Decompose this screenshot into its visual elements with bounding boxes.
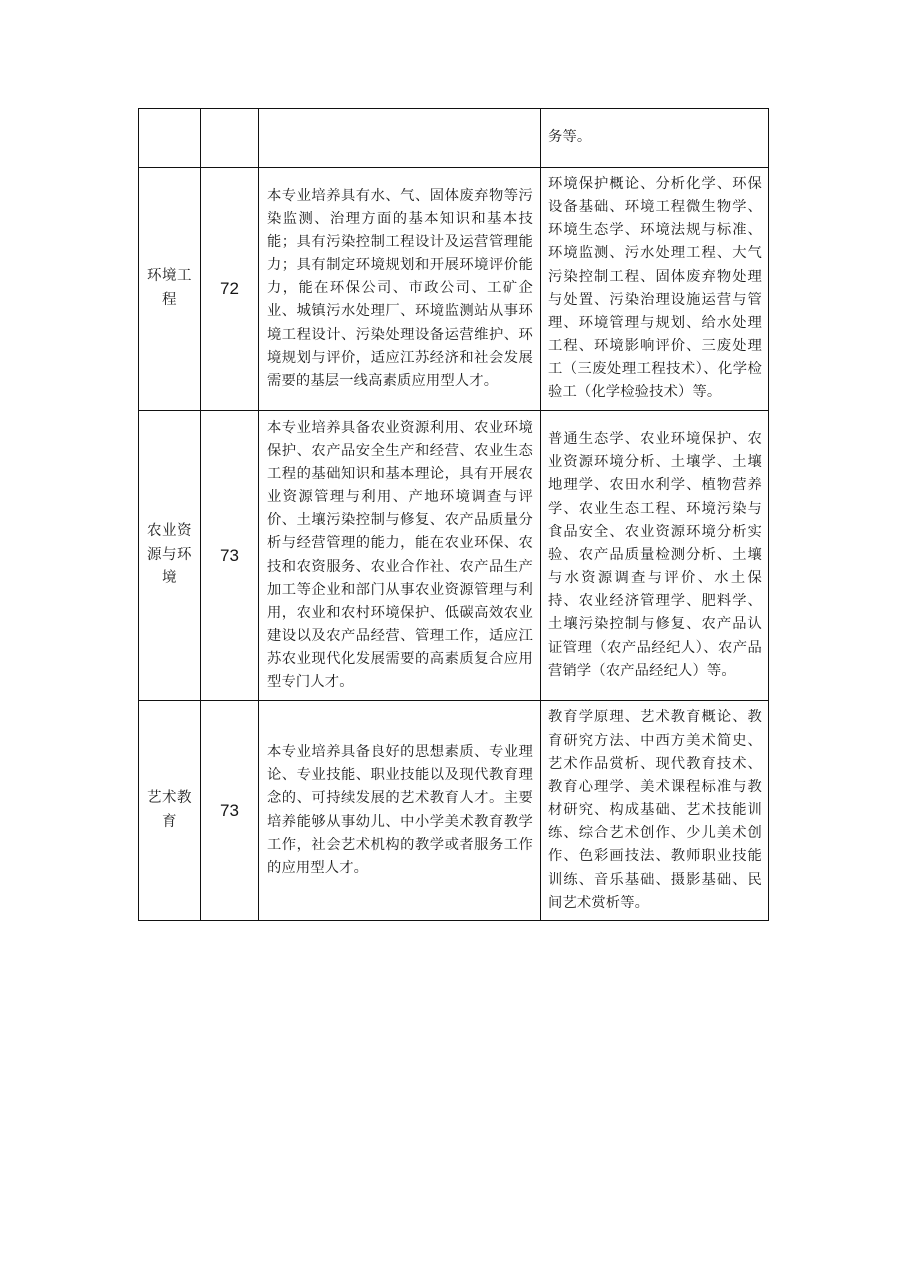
cell-major-code	[201, 109, 259, 168]
cell-training-objective: 本专业培养具备农业资源利用、农业环境保护、农产品安全生产和经营、农业生态工程的基础知识和基本理论，具有开展农业资源管理与利用、产地环境调查与评价、土壤污染控制与修复、农产品质量分析与经营管理的能力，能在农业环保、农技和农资服务、农业合作社、农产品生产加工等企业和部门从事农业资源管理与利用，农业和农村环境保护、低碳高效农业建设以及农产品经营、管理工作，适应江苏农业现代化发展需要的高素质复合应用型专门人才。	[259, 410, 541, 701]
table-row	[139, 701, 769, 920]
cell-core-courses: 环境保护概论、分析化学、环保设备基础、环境工程微生物学、环境生态学、环境法规与标准、环境监测、污水处理工程、大气污染控制工程、固体废弃物处理与处置、污染治理设施运营与管理、环境管理与规划、给水处理工程、环境影响评价、三废处理工（三废处理工程技术）、化学检验工（化学检验技术）等。	[541, 168, 769, 411]
cell-major-name: 环境工程	[139, 168, 201, 411]
cell-major-name: 艺术教育	[139, 701, 201, 920]
table-row	[139, 109, 769, 168]
cell-core-courses: 教育学原理、艺术教育概论、教育研究方法、中西方美术简史、艺术作品赏析、现代教育技术、教育心理学、美术课程标准与教材研究、构成基础、艺术技能训练、综合艺术创作、少儿美术创作、色彩画技法、教师职业技能训练、音乐基础、摄影基础、民间艺术赏析等。	[541, 701, 769, 920]
cell-major-code: 73	[201, 410, 259, 701]
cell-training-objective: 本专业培养具有水、气、固体废弃物等污染监测、治理方面的基本知识和基本技能；具有污染控制工程设计及运营管理能力；具有制定环境规划和开展环境评价能力，能在环保公司、市政公司、工矿企业、城镇污水处理厂、环境监测站从事环境工程设计、污染处理设备运营维护、环境规划与评价，适应江苏经济和社会发展需要的基层一线高素质应用型人才。	[259, 168, 541, 411]
table-row	[139, 410, 769, 701]
table-row	[139, 168, 769, 411]
majors-table	[138, 108, 769, 921]
cell-major-code: 73	[201, 701, 259, 920]
cell-training-objective	[259, 109, 541, 168]
cell-core-courses: 务等。	[541, 109, 769, 168]
cell-major-name	[139, 109, 201, 168]
cell-major-name: 农业资源与环境	[139, 410, 201, 701]
cell-major-code: 72	[201, 168, 259, 411]
cell-training-objective: 本专业培养具备良好的思想素质、专业理论、专业技能、职业技能以及现代教育理念的、可持续发展的艺术教育人才。主要培养能够从事幼儿、中小学美术教育教学工作，社会艺术机构的教学或者服务工作的应用型人才。	[259, 701, 541, 920]
cell-core-courses: 普通生态学、农业环境保护、农业资源环境分析、土壤学、土壤地理学、农田水利学、植物营养学、农业生态工程、环境污染与食品安全、农业资源环境分析实验、农产品质量检测分析、土壤与水资源调查与评价、水土保持、农业经济管理学、肥料学、土壤污染控制与修复、农产品认证管理（农产品经纪人）、农产品营销学（农产品经纪人）等。	[541, 410, 769, 701]
table-body	[139, 109, 769, 921]
